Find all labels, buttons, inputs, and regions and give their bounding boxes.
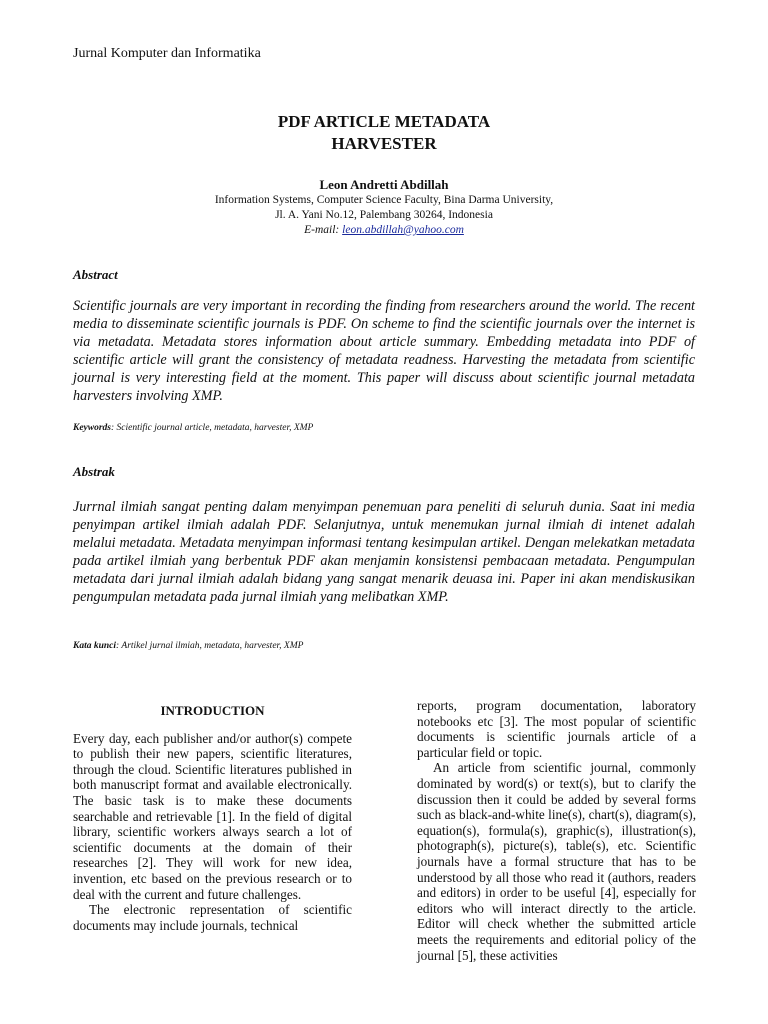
- kata-kunci-label: Kata kunci: [73, 641, 117, 651]
- paper-title: [0, 111, 768, 155]
- intro-left-paragraph-1: Every day, each publisher and/or author(s) compete to publish their new papers, scientific literatures, through the cloud. Scientific literatures published in both manuscript format and available electronically. The basic task is to make these documents searchable and retrievable [1]. In the field of digital library, scientific workers always search a lot of scientific documents at the domain of their researches [2]. They will work for new idea, invention, etc based on the previous research or to deal with the current and future challenges.: [73, 730, 352, 902]
- affiliation: [0, 193, 768, 238]
- affiliation-line-1: Information Systems, Computer Science Faculty, Bina Darma University,: [214, 194, 554, 206]
- intro-right-paragraph-2: An article from scientific journal, commonly dominated by word(s) or text(s), but to clarify the discussion then it could be added by several forms such as black-and-white line(s), chart(s), diagram(s), equation(s), formula(s), graphic(s), illustration(s), photograph(s), picture(s), table(s), etc. Scientific journals have a formal structure that has to be understood by all those who read it (authors, readers and editors) in order to be useful [4], especially for editors who will interact directly to the article. Editor will check whether the submitted article meets the requirements and editorial policy of the journal [5], these activities: [417, 760, 696, 963]
- abstract-heading: Abstract: [73, 267, 118, 282]
- introduction-heading: INTRODUCTION: [160, 703, 265, 718]
- intro-right-paragraph-1: reports, program documentation, laboratory notebooks etc [3]. The most popular of scientific documents is scientific journals article of a particular field or topic.: [417, 698, 696, 760]
- journal-running-head: Jurnal Komputer dan Informatika: [73, 46, 261, 61]
- keywords-label: Keywords: [73, 423, 111, 433]
- title-line-1: PDF ARTICLE METADATA: [277, 112, 491, 131]
- email-line: [0, 223, 768, 238]
- right-column: [417, 698, 696, 963]
- keywords-text: : Scientific journal article, metadata, harvester, XMP: [111, 423, 314, 433]
- title-line-2: HARVESTER: [331, 134, 437, 153]
- author-name: Leon Andretti Abdillah: [319, 177, 449, 192]
- abstrak-heading: Abstrak: [73, 464, 115, 479]
- abstract-text: Scientific journals are very important in recording the finding from researchers around the world. The recent media to disseminate scientific journals is PDF. On scheme to find the scientific journals over the internet is via metadata. Metadata stores information about article summary. Embedding metadata into PDF of scientific article will grant the consistency of metadata readness. Harvesting the metadata from scientific journal is very interesting field at the moment. This paper will discuss about scientific journal metadata harvesters involving XMP.: [73, 298, 695, 404]
- kata-kunci-line: [73, 641, 303, 651]
- keywords-line: [73, 423, 313, 433]
- email-link[interactable]: leon.abdillah@yahoo.com: [342, 224, 464, 236]
- abstrak-text: Jurrnal ilmiah sangat penting dalam menyimpan penemuan para peneliti di seluruh dunia. Saat ini media penyimpan artikel ilmiah adalah PDF. Selanjutnya, untuk menemukan jurnal ilmiah di intenet adalah melalui metadata. Metadata menyimpan informasi tentang kesimpulan artikel. Dengan melekatkan metadata pada artikel ilmiah yang berbentuk PDF akan menjamin konsistensi pembacaan metadata. Pengumpulan metadata dari jurnal ilmiah adalah bidang yang sangat menarik deuasa ini. Paper ini akan mendiskusikan pengumpulan metadata pada jurnal ilmiah yang melibatkan XMP.: [73, 499, 695, 605]
- left-column: [73, 703, 352, 933]
- intro-left-paragraph-2: The electronic representation of scientific documents may include journals, technical: [73, 902, 352, 933]
- affiliation-line-2: Jl. A. Yani No.12, Palembang 30264, Indonesia: [275, 209, 493, 221]
- email-label: E-mail:: [304, 224, 340, 236]
- kata-kunci-text: : Artikel jurnal ilmiah, metadata, harvester, XMP: [116, 641, 304, 651]
